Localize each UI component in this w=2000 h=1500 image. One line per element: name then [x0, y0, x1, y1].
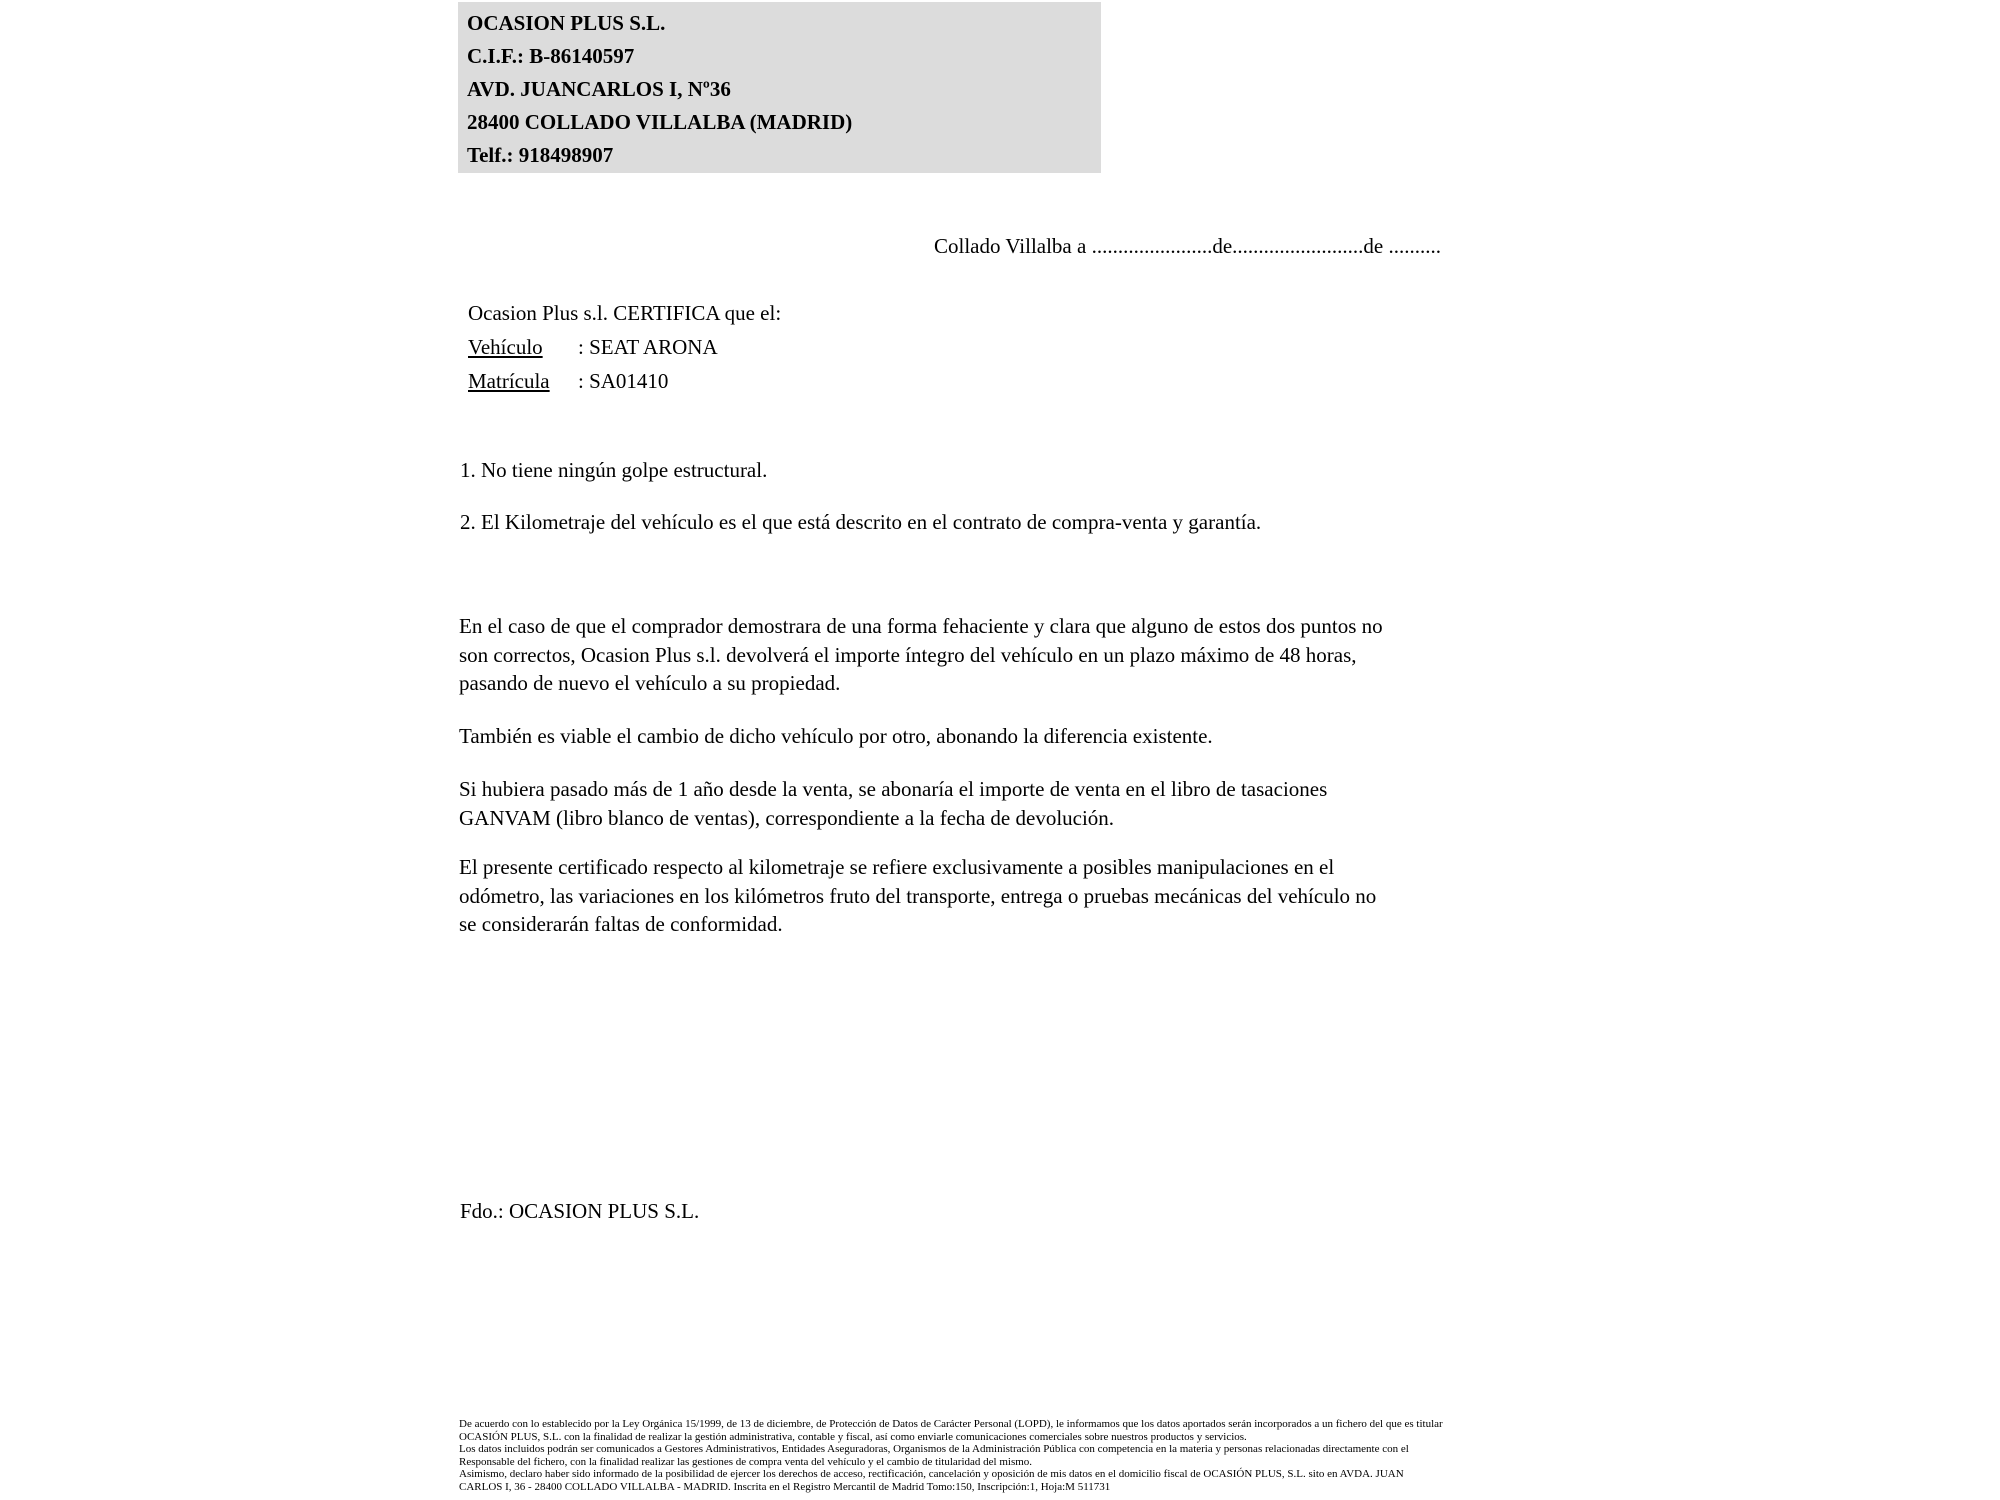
certify-intro: Ocasion Plus s.l. CERTIFICA que el: [468, 301, 782, 325]
legal-footer-line: OCASIÓN PLUS, S.L. con la finalidad de realizar la gestión administrativa, contable y fiscal, así como enviarle comunicaciones comerciales sobre nuestros productos y servicios. [459, 1430, 1247, 1443]
legal-footer-line: De acuerdo con lo establecido por la Ley Orgánica 15/1999, de 13 de diciembre, de Protección de Datos de Carácter Personal (LOPD), le informamos que los datos aportados serán incorporados a un fichero del que es titular [459, 1418, 1443, 1430]
paragraph-refund-terms [459, 612, 1569, 698]
company-cif: C.I.F.: B-86140597 [467, 44, 635, 68]
company-phone: Telf.: 918498907 [467, 143, 614, 167]
paragraph-line: se considerarán faltas de conformidad. [459, 912, 783, 936]
company-name: OCASION PLUS S.L. [467, 11, 666, 35]
paragraph-line: odómetro, las variaciones en los kilómetros fruto del transporte, entrega o pruebas mecánicas del vehículo no [459, 883, 1377, 908]
signature-line: Fdo.: OCASION PLUS S.L. [460, 1199, 700, 1223]
plate-field [468, 364, 781, 398]
paragraph-line: En el caso de que el comprador demostrara de una forma fehaciente y clara que alguno de estos dos puntos no [459, 614, 1383, 638]
paragraph-ganvam-valuation [459, 775, 1569, 832]
paragraph-odometer-disclaimer [459, 853, 1569, 939]
plate-value: : SA01410 [578, 369, 669, 393]
paragraph-line: son correctos, Ocasion Plus s.l. devolverá el importe íntegro del vehículo en un plazo máximo de 48 horas, [459, 642, 1357, 667]
company-header-box [458, 2, 1101, 173]
paragraph-line: GANVAM (libro blanco de ventas), correspondiente a la fecha de devolución. [459, 805, 1115, 830]
legal-footer-line: CARLOS I, 36 - 28400 COLLADO VILLALBA - MADRID. Inscrita en el Registro Mercantil de Madrid Tomo:150, Inscripción:1, Hoja:M 511731 [459, 1480, 1111, 1493]
paragraph-exchange-option [459, 722, 1569, 751]
plate-label: Matrícula [468, 369, 550, 393]
legal-footer-line: Los datos incluidos podrán ser comunicados a Gestores Administrativos, Entidades Aseguradoras, Organismos de la Administración Pública con competencia en la materia y personas relacionadas directamente con el [459, 1443, 1409, 1456]
certified-point-1: 1. No tiene ningún golpe estructural. [460, 458, 768, 482]
company-address: AVD. JUANCARLOS I, Nº36 [467, 77, 731, 101]
paragraph-line: pasando de nuevo el vehículo a su propiedad. [459, 671, 841, 695]
certified-point-2: 2. El Kilometraje del vehículo es el que está descrito en el contrato de compra-venta y garantía. [460, 510, 1262, 534]
legal-footer-line: Asimismo, declaro haber sido informado de la posibilidad de ejercer los derechos de acceso, rectificación, cancelación y oposición de mis datos en el domicilio fiscal de OCASIÓN PLUS, S.L. sito en AVDA. JUAN [459, 1468, 1404, 1481]
legal-footer [459, 1418, 1443, 1494]
legal-footer-line: Responsable del fichero, con la finalidad realizar las gestiones de compra venta del vehículo y el cambio de titularidad del mismo. [459, 1455, 1033, 1468]
paragraph-line: El presente certificado respecto al kilometraje se refiere exclusivamente a posibles manipulaciones en el [459, 855, 1335, 879]
company-city: 28400 COLLADO VILLALBA (MADRID) [467, 110, 853, 134]
vehicle-label: Vehículo [468, 335, 543, 359]
paragraph-line: Si hubiera pasado más de 1 año desde la venta, se abonaría el importe de venta en el libro de tasaciones [459, 777, 1328, 801]
vehicle-field [468, 330, 781, 364]
certify-block [468, 296, 781, 398]
vehicle-value: : SEAT ARONA [578, 335, 718, 359]
date-fill-in-line: Collado Villalba a .......................de.........................de .......... [934, 234, 1441, 258]
paragraph-line: También es viable el cambio de dicho vehículo por otro, abonando la diferencia existente. [459, 724, 1213, 748]
